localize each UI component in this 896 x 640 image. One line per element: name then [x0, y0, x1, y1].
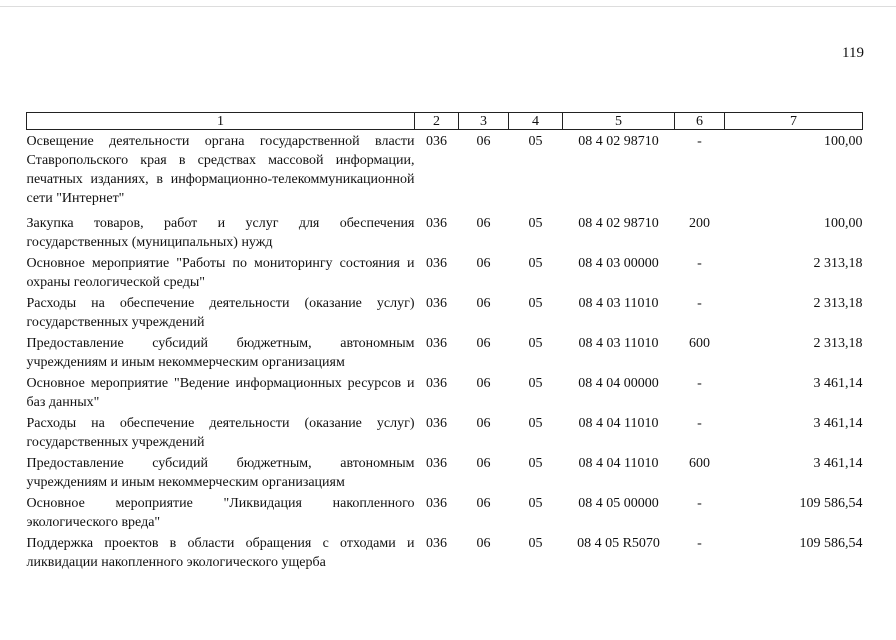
- row-section: 06: [476, 134, 491, 149]
- scan-edge-top: [0, 6, 896, 7]
- row-target-article: 08 4 04 11010: [578, 416, 659, 431]
- row-target-article: 08 4 03 11010: [578, 296, 659, 311]
- table-row: [27, 492, 863, 532]
- header-col-3: 3: [459, 113, 509, 130]
- row-section: 06: [476, 496, 491, 511]
- row-ministry-code: 036: [426, 256, 447, 271]
- row-ministry-code: 036: [426, 536, 447, 551]
- row-target-article: 08 4 02 98710: [578, 134, 659, 149]
- row-subsection: 05: [528, 416, 543, 431]
- row-expense-type: -: [697, 496, 702, 511]
- row-amount: 2 313,18: [813, 296, 863, 311]
- row-expense-type: 600: [689, 456, 710, 471]
- row-ministry-code: 036: [426, 376, 447, 391]
- table-row: [27, 130, 863, 209]
- budget-table: [26, 112, 863, 572]
- row-expense-type: -: [697, 376, 702, 391]
- row-section: 06: [476, 536, 491, 551]
- header-col-4: 4: [509, 113, 563, 130]
- row-subsection: 05: [528, 134, 543, 149]
- row-section: 06: [476, 416, 491, 431]
- row-name: Закупка товаров, работ и услуг для обеспечения государственных (муниципальных) нужд: [26, 216, 415, 250]
- row-target-article: 08 4 04 00000: [578, 376, 659, 391]
- row-ministry-code: 036: [426, 456, 447, 471]
- row-expense-type: -: [697, 296, 702, 311]
- header-col-1: 1: [27, 113, 415, 130]
- row-amount: 2 313,18: [813, 256, 863, 271]
- table-row: [27, 292, 863, 332]
- row-ministry-code: 036: [426, 296, 447, 311]
- row-amount: 109 586,54: [799, 536, 863, 551]
- row-name: Основное мероприятие "Работы по мониторингу состояния и охраны геологической среды": [26, 256, 415, 290]
- row-subsection: 05: [528, 216, 543, 231]
- row-section: 06: [476, 216, 491, 231]
- row-ministry-code: 036: [426, 216, 447, 231]
- row-subsection: 05: [528, 376, 543, 391]
- row-amount: 100,00: [824, 134, 863, 149]
- row-subsection: 05: [528, 496, 543, 511]
- row-amount: 109 586,54: [799, 496, 863, 511]
- table-body: [27, 130, 863, 573]
- row-expense-type: 200: [689, 216, 710, 231]
- row-subsection: 05: [528, 296, 543, 311]
- row-name: Предоставление субсидий бюджетным, автономным учреждениям и иным некоммерческим организациям: [26, 336, 415, 370]
- row-target-article: 08 4 05 00000: [578, 496, 659, 511]
- header-col-6: 6: [675, 113, 725, 130]
- row-expense-type: -: [697, 256, 702, 271]
- row-expense-type: -: [697, 134, 702, 149]
- row-ministry-code: 036: [426, 336, 447, 351]
- row-section: 06: [476, 456, 491, 471]
- header-col-2: 2: [415, 113, 459, 130]
- row-name: Расходы на обеспечение деятельности (оказание услуг) государственных учреждений: [26, 416, 415, 450]
- table-header: [27, 113, 863, 130]
- row-section: 06: [476, 336, 491, 351]
- row-amount: 3 461,14: [813, 376, 863, 391]
- row-target-article: 08 4 05 R5070: [577, 536, 660, 551]
- row-expense-type: -: [697, 536, 702, 551]
- table-row: [27, 532, 863, 572]
- table-row: [27, 372, 863, 412]
- page-number: 119: [842, 45, 864, 61]
- table-row: [27, 412, 863, 452]
- row-subsection: 05: [528, 336, 543, 351]
- table-row: [27, 452, 863, 492]
- header-row: [27, 113, 863, 130]
- row-subsection: 05: [528, 536, 543, 551]
- row-ministry-code: 036: [426, 416, 447, 431]
- row-name: Предоставление субсидий бюджетным, автономным учреждениям и иным некоммерческим организациям: [26, 456, 415, 490]
- row-amount: 3 461,14: [813, 416, 863, 431]
- row-amount: 3 461,14: [813, 456, 863, 471]
- row-target-article: 08 4 03 00000: [578, 256, 659, 271]
- row-name: Основное мероприятие "Ликвидация накопленного экологического вреда": [26, 496, 415, 530]
- row-ministry-code: 036: [426, 134, 447, 149]
- row-name: Расходы на обеспечение деятельности (оказание услуг) государственных учреждений: [26, 296, 415, 330]
- row-ministry-code: 036: [426, 496, 447, 511]
- row-expense-type: 600: [689, 336, 710, 351]
- row-target-article: 08 4 03 11010: [578, 336, 659, 351]
- table-row: [27, 332, 863, 372]
- row-subsection: 05: [528, 456, 543, 471]
- row-name: Поддержка проектов в области обращения с отходами и ликвидации накопленного экологического ущерба: [26, 536, 415, 570]
- row-subsection: 05: [528, 256, 543, 271]
- row-amount: 100,00: [824, 216, 863, 231]
- row-section: 06: [476, 376, 491, 391]
- table-row: [27, 208, 863, 252]
- row-section: 06: [476, 296, 491, 311]
- row-expense-type: -: [697, 416, 702, 431]
- row-target-article: 08 4 02 98710: [578, 216, 659, 231]
- row-target-article: 08 4 04 11010: [578, 456, 659, 471]
- row-section: 06: [476, 256, 491, 271]
- header-col-5: 5: [563, 113, 675, 130]
- table-row: [27, 252, 863, 292]
- row-amount: 2 313,18: [813, 336, 863, 351]
- header-col-7: 7: [725, 113, 863, 130]
- row-name: Освещение деятельности органа государственной власти Ставропольского края в средствах массовой информации, печатных изданиях, в информационно-телекоммуникационной сети "Интернет": [26, 134, 415, 206]
- row-name: Основное мероприятие "Ведение информационных ресурсов и баз данных": [26, 376, 415, 410]
